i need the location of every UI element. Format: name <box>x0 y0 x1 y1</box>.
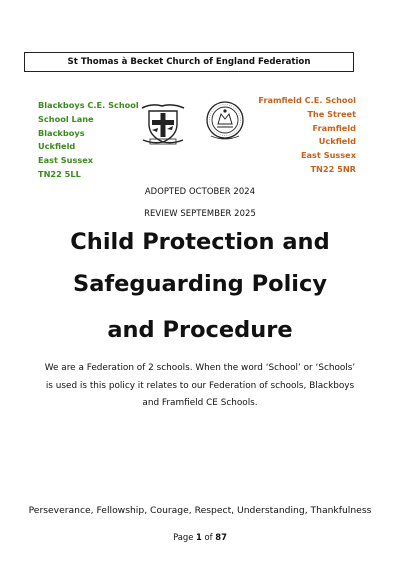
federation-title: St Thomas à Becket Church of England Federation <box>67 57 311 67</box>
intro-paragraph: We are a Federation of 2 schools. When the word ‘School’ or ‘Schools’ is used is this policy it relates to our Federation of schools, Blackboys and Framfield CE Schools. <box>44 363 356 408</box>
page-label: Page <box>173 532 197 542</box>
address-line: Uckfield <box>38 141 76 152</box>
blackboys-address <box>38 99 139 182</box>
address-line: School Lane <box>38 113 94 124</box>
framfield-address <box>258 94 356 177</box>
circular-seal-icon <box>205 100 245 146</box>
address-line: East Sussex <box>300 150 356 161</box>
school-values: Perseverance, Fellowship, Courage, Respect, Understanding, Thankfulness <box>28 505 372 516</box>
page-of: of <box>201 532 216 542</box>
address-line: Blackboys C.E. School <box>38 100 139 110</box>
page-current: 1 <box>196 532 202 542</box>
address-line: Blackboys <box>38 127 85 138</box>
adopted-date: ADOPTED OCTOBER 2024 <box>144 186 256 196</box>
address-line: Framfield C.E. School <box>258 95 356 105</box>
document-title-line: Child Protection and <box>70 229 330 255</box>
address-line: TN22 5NR <box>310 163 356 174</box>
address-line: East Sussex <box>38 155 94 166</box>
address-line: TN22 5LL <box>38 168 81 179</box>
page-number <box>0 532 400 542</box>
federation-header <box>24 52 354 72</box>
review-date: REVIEW SEPTEMBER 2025 <box>144 208 256 218</box>
page-total: 87 <box>215 532 227 542</box>
address-line: Framfield <box>312 122 356 133</box>
document-title-line: Safeguarding Policy <box>73 271 327 297</box>
address-line: Uckfield <box>318 136 356 147</box>
document-title-line: and Procedure <box>107 317 293 343</box>
shield-crest-icon <box>140 100 186 150</box>
address-line: The Street <box>307 108 356 119</box>
